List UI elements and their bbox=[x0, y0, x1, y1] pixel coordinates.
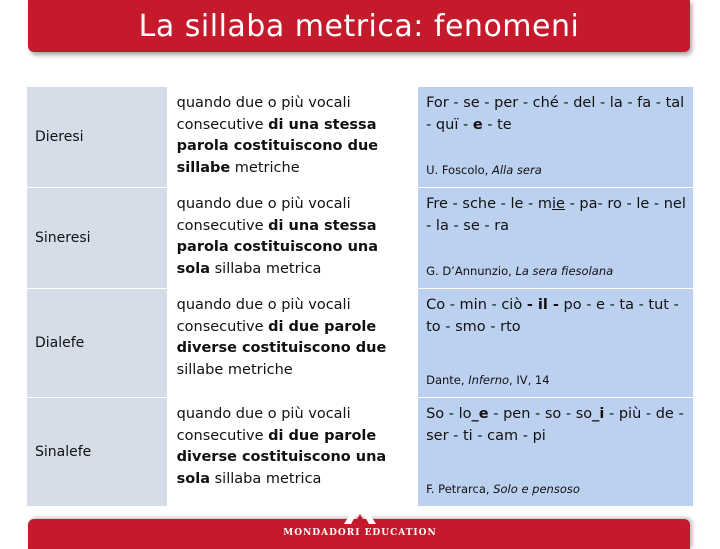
table-row bbox=[27, 398, 694, 507]
example-citation: F. Petrarca, Solo e pensoso bbox=[426, 481, 580, 496]
phenomenon-name: Sineresi bbox=[27, 188, 168, 289]
phenomenon-example: Fre - sche - le - mie - pa- ro - le - nel - la - se - ra G. D’Annunzio, La sera fiesolana bbox=[418, 188, 694, 289]
title-banner bbox=[28, 0, 690, 52]
table-row bbox=[27, 87, 694, 188]
phenomenon-name: Dieresi bbox=[27, 87, 168, 188]
example-citation: G. D’Annunzio, La sera fiesolana bbox=[426, 263, 614, 278]
table-row bbox=[27, 289, 694, 398]
phenomenon-example: For - se - per - ché - del - la - fa - tal - quï - e - te U. Foscolo, Alla sera bbox=[418, 87, 694, 188]
phenomena-table bbox=[26, 86, 694, 507]
mondadori-logo-icon bbox=[340, 497, 380, 525]
phenomenon-definition: quando due o più vocali consecutive di una stessa parola costituiscono una sola sillaba metrica bbox=[167, 188, 417, 289]
phenomenon-definition: quando due o più vocali consecutive di due parole diverse costituiscono una sola sillaba metrica bbox=[167, 398, 417, 507]
phenomenon-name: Sinalefe bbox=[27, 398, 168, 507]
brand-name: MONDADORI EDUCATION bbox=[283, 528, 437, 538]
page-title: La sillaba metrica: fenomeni bbox=[138, 8, 580, 44]
example-citation: Dante, Inferno, IV, 14 bbox=[426, 372, 550, 387]
phenomenon-example: So - lo_e - pen - so - so_i - più - de - ser - ti - cam - pi F. Petrarca, Solo e pensoso bbox=[418, 398, 694, 507]
phenomenon-name: Dialefe bbox=[27, 289, 168, 398]
phenomenon-definition: quando due o più vocali consecutive di due parole diverse costituiscono due sillabe metriche bbox=[167, 289, 417, 398]
phenomenon-example: Co - min - ciò - il - po - e - ta - tut - to - smo - rto Dante, Inferno, IV, 14 bbox=[418, 289, 694, 398]
phenomenon-definition: quando due o più vocali consecutive di una stessa parola costituiscono due sillabe metriche bbox=[167, 87, 417, 188]
table-row bbox=[27, 188, 694, 289]
example-citation: U. Foscolo, Alla sera bbox=[426, 162, 542, 177]
